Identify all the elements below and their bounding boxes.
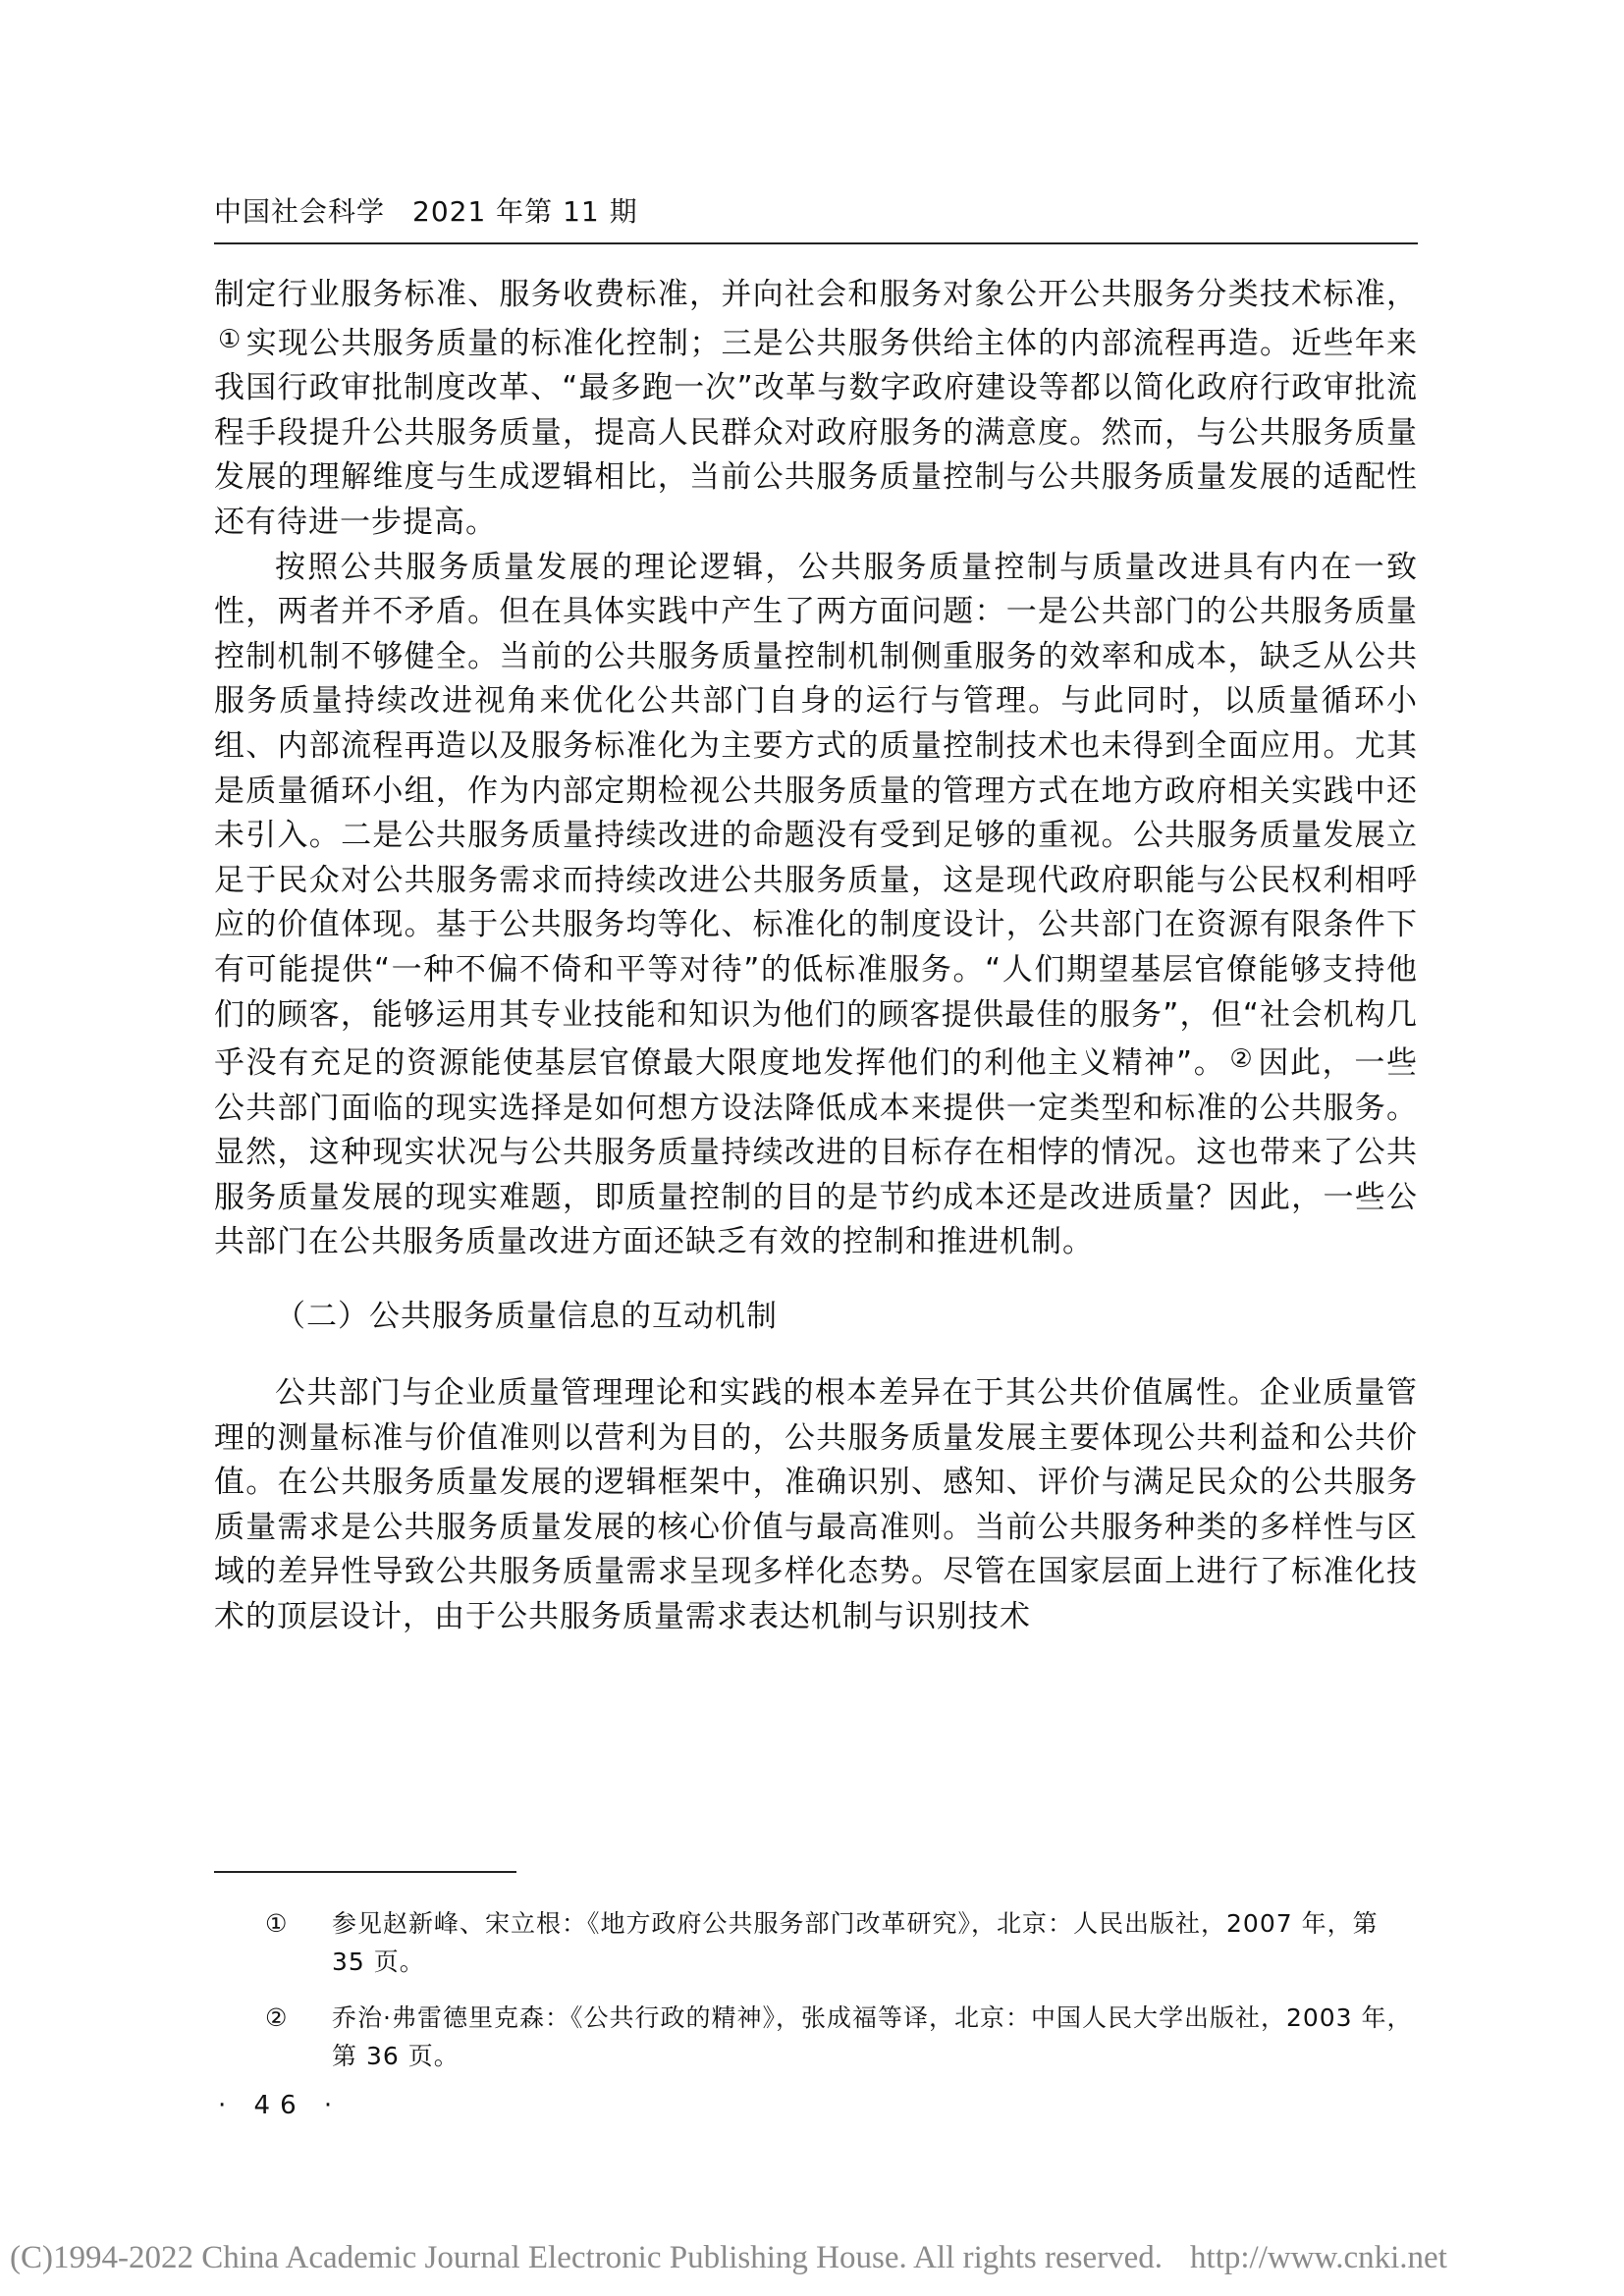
footnote-item: [214, 1999, 1418, 2075]
body-paragraph: 公共部门与企业质量管理理论和实践的根本差异在于其公共价值属性。企业质量管理的测量标准与价值准则以营利为目的，公共服务质量发展主要体现公共利益和公共价值。在公共服务质量发展的逻辑框架中，准确识别、感知、评价与满足民众的公共服务质量需求是公共服务质量发展的核心价值与最高准则。当前公共服务种类的多样性与区域的差异性导致公共服务质量需求呈现多样化态势。尽管在国家层面上进行了标准化技术的顶层设计，由于公共服务质量需求表达机制与识别技术: [214, 1375, 1418, 1635]
footnote-marker: ①: [265, 1909, 289, 1938]
issue-label: 2021 年第 11 期: [412, 195, 638, 228]
copyright-footer: [10, 2238, 1447, 2277]
footnote-rule: [214, 1871, 516, 1873]
journal-title: 中国社会科学: [214, 195, 386, 228]
page-number: · 46 ·: [218, 2091, 343, 2120]
footnote-reference[interactable]: ①: [218, 324, 243, 354]
paragraph-text: 制定行业服务标准、服务收费标准，并向社会和服务对象公开公共服务分类技术标准，: [214, 277, 1418, 312]
cnki-link[interactable]: http://www.cnki.net: [1190, 2240, 1447, 2275]
section-heading: （二）公共服务质量信息的互动机制: [275, 1299, 778, 1335]
article-body: [214, 273, 1418, 1640]
footnote-reference[interactable]: ②: [1229, 1044, 1255, 1075]
paragraph-text: 实现公共服务质量的标准化控制；三是公共服务供给主体的内部流程再造。近些年来我国行政审批制度改革、“最多跑一次”改革与数字政府建设等都以简化政府行政审批流程手段提升公共服务质量，提高人民群众对政府服务的满意度。然而，与公共服务质量发展的理解维度与生成逻辑相比，当前公共服务质量控制与公共服务质量发展的适配性还有待进一步提高。: [214, 325, 1418, 540]
paragraph-text: 因此，一些公共部门面临的现实选择是如何想方设法降低成本来提供一定类型和标准的公共服务。显然，这种现实状况与公共服务质量持续改进的目标存在相悖的情况。这也带来了公共服务质量发展的现实难题，即质量控制的目的是节约成本还是改进质量？因此，一些公共部门在公共服务质量改进方面还缺乏有效的控制和推进机制。: [214, 1045, 1419, 1260]
header-rule: [214, 242, 1418, 244]
paragraph-text: 按照公共服务质量发展的理论逻辑，公共服务质量控制与质量改进具有内在一致性，两者并不矛盾。但在具体实践中产生了两方面问题：一是公共部门的公共服务质量控制机制不够健全。当前的公共服务质量控制机制侧重服务的效率和成本，缺乏从公共服务质量持续改进视角来优化公共部门自身的运行与管理。与此同时，以质量循环小组、内部流程再造以及服务标准化为主要方式的质量控制技术也未得到全面应用。尤其是质量循环小组，作为内部定期检视公共服务质量的管理方式在地方政府相关实践中还未引入。二是公共服务质量持续改进的命题没有受到足够的重视。公共服务质量发展立足于民众对公共服务需求而持续改进公共服务质量，这是现代政府职能与公民权利相呼应的价值体现。基于公共服务均等化、标准化的制度设计，公共部门在资源有限条件下有可能提供“一种不偏不倚和平等对待”的低标准服务。“人们期望基层官僚能够支持他们的顾客，能够运用其专业技能和知识为他们的顾客提供最佳的服务”，但“社会机构几乎没有充足的资源能使基层官僚最大限度地发挥他们的利他主义精神”。: [214, 549, 1418, 1082]
footnote-item: [214, 1904, 1418, 1981]
footnotes: [214, 1904, 1418, 2093]
body-paragraph: [214, 546, 1418, 1266]
body-paragraph: [214, 273, 1418, 546]
footnote-marker: ②: [265, 2003, 289, 2032]
footnote-text: 参见赵新峰、宋立根：《地方政府公共服务部门改革研究》，北京：人民出版社，2007 年，第 35 页。: [332, 1909, 1379, 1976]
copyright-text: (C)1994-2022 China Academic Journal Electronic Publishing House. All rights reserved.: [10, 2240, 1164, 2275]
footnote-text: 乔治·弗雷德里克森：《公共行政的精神》，张成福等译，北京：中国人民大学出版社，2003 年，第 36 页。: [332, 2003, 1413, 2070]
running-header: [214, 192, 1418, 232]
